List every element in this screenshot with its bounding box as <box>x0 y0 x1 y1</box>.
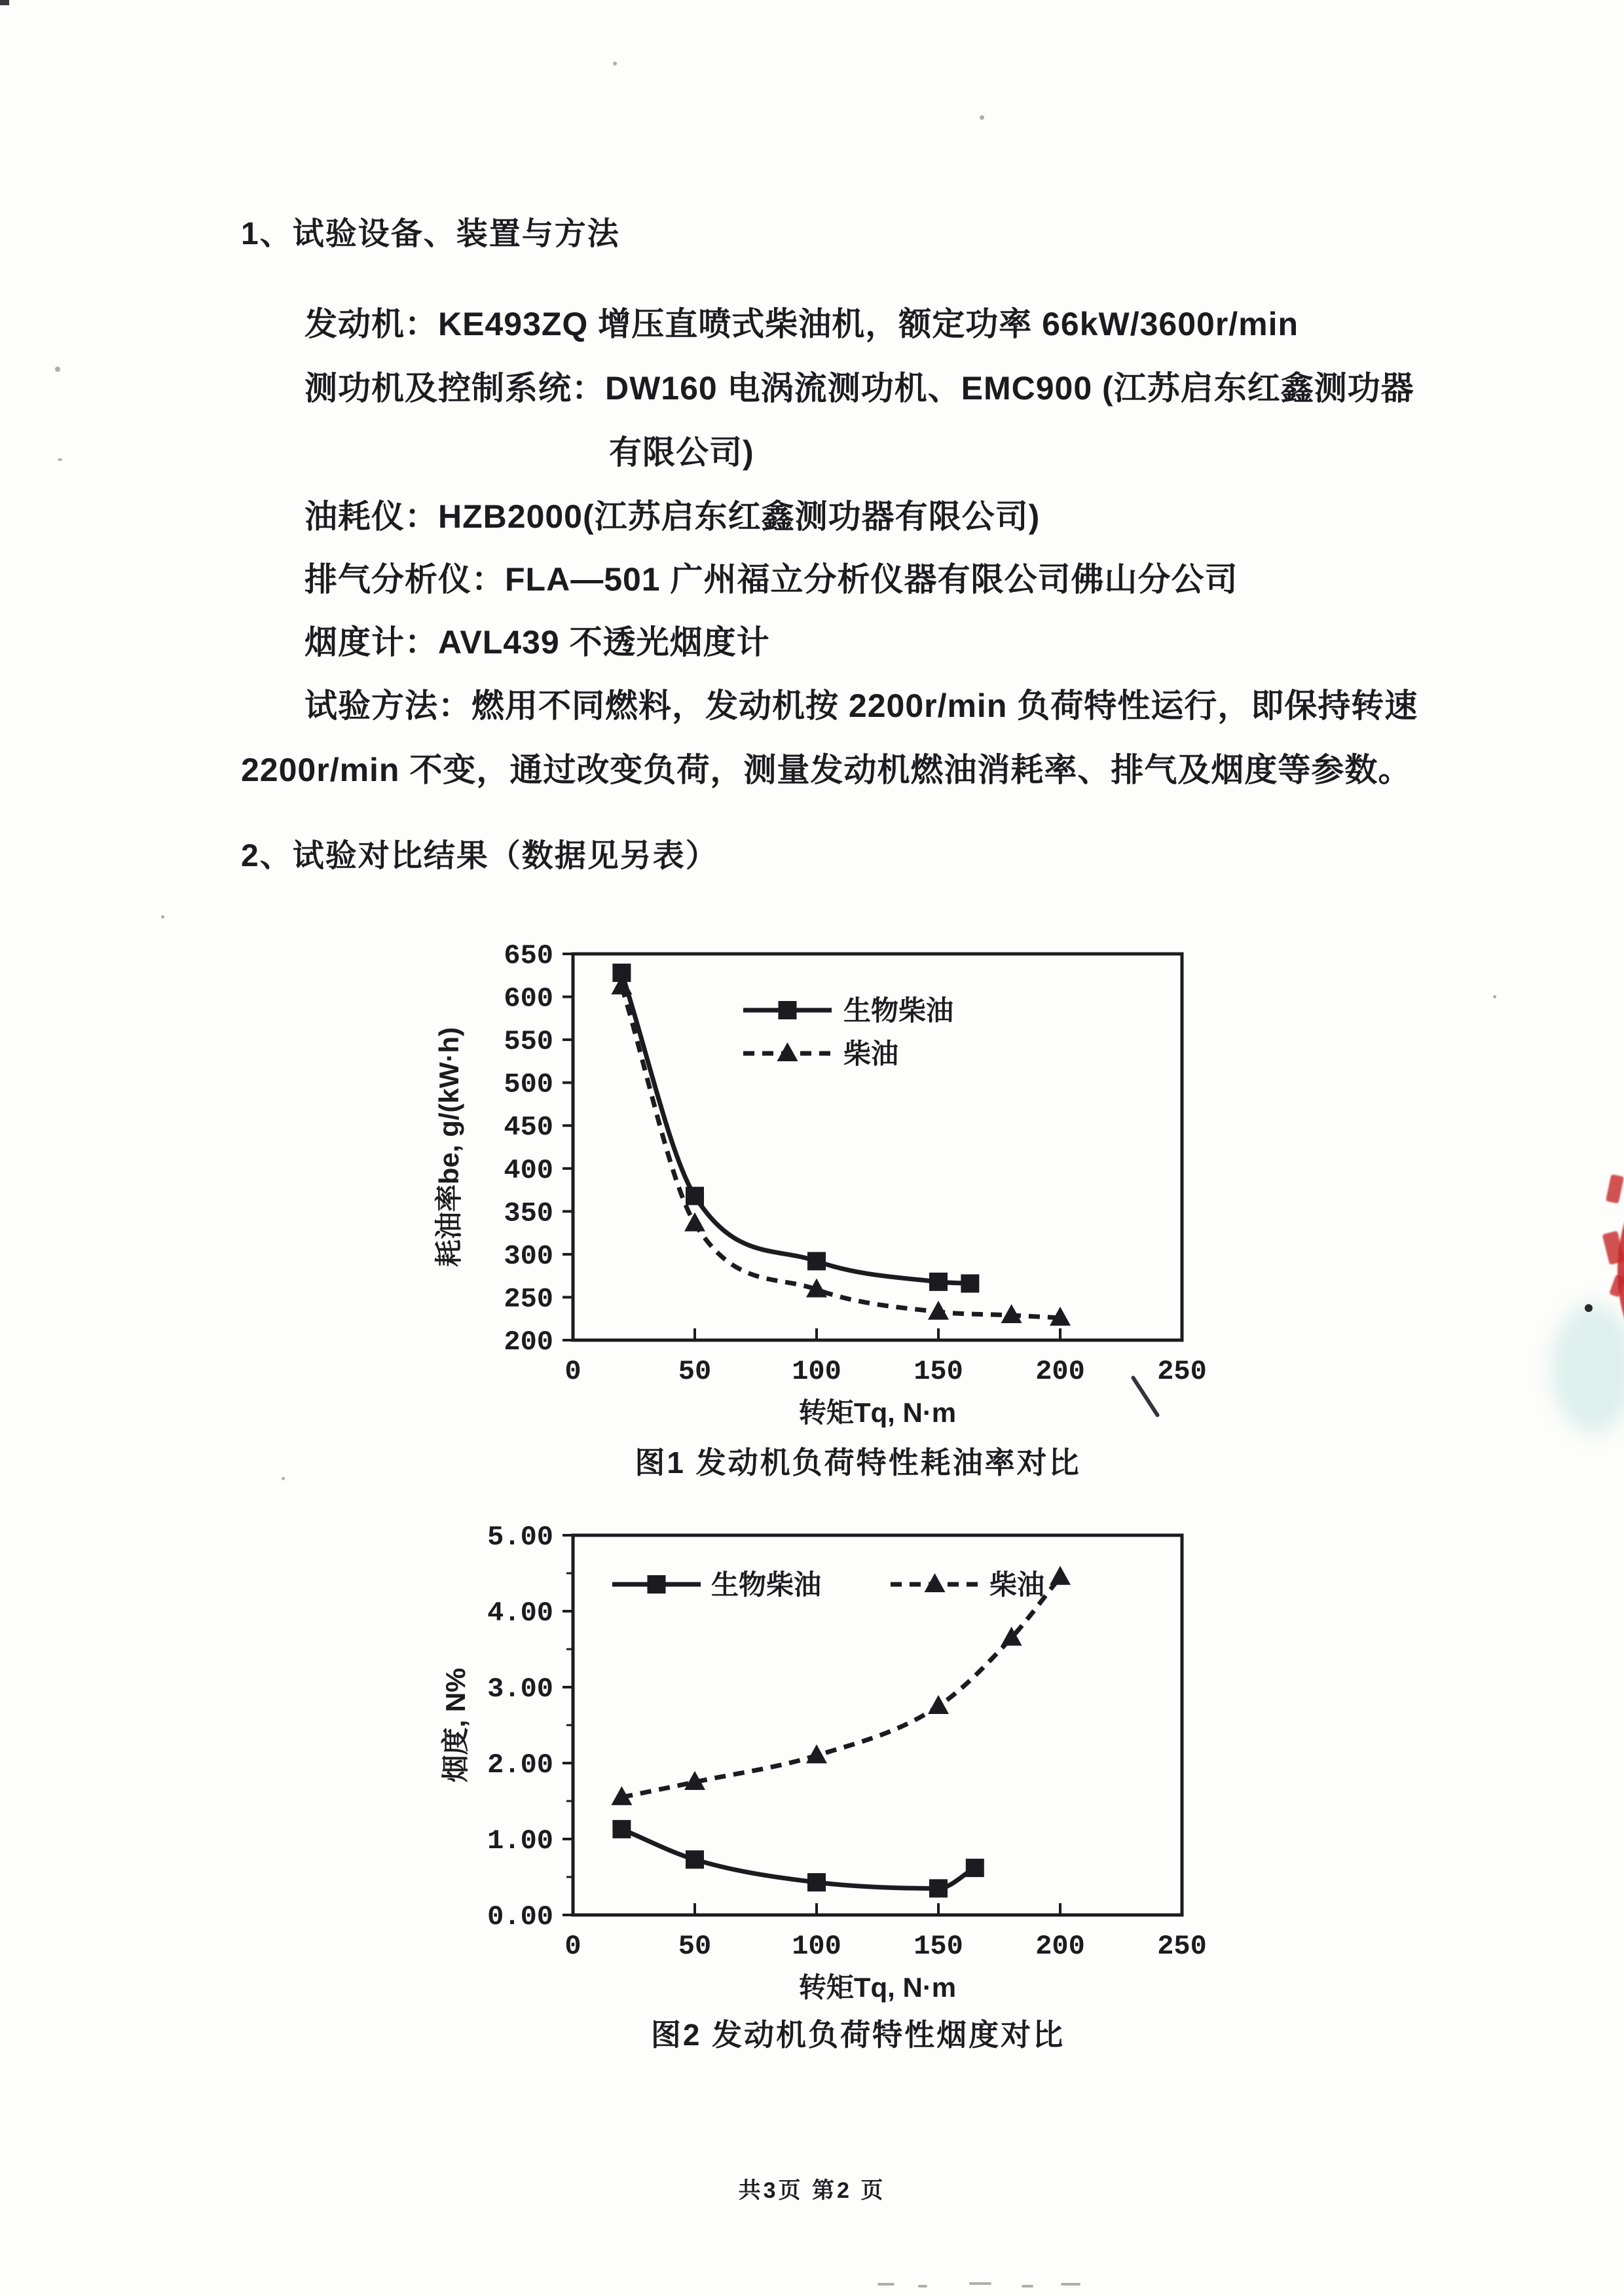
y-tick-label: 650 <box>504 940 553 972</box>
y-tick-label: 0.00 <box>487 1901 553 1933</box>
x-tick-label: 200 <box>1035 1931 1085 1962</box>
series-point-marker-triangle <box>928 1301 949 1320</box>
legend-marker-square <box>779 1001 797 1019</box>
y-tick-label: 550 <box>504 1026 553 1058</box>
x-tick-label: 100 <box>792 1931 841 1962</box>
body-line-dyno-cont: 有限公司) <box>609 434 754 471</box>
x-tick-label: 250 <box>1157 1931 1207 1962</box>
series-point-marker-square <box>961 1274 979 1292</box>
x-tick-label: 50 <box>678 1931 712 1962</box>
body-line-method-2: 2200r/min 不变，通过改变负荷，测量发动机燃油消耗率、排气及烟度等参数。 <box>241 752 1412 788</box>
series-diesel <box>611 1566 1071 1805</box>
y-tick-label: 450 <box>504 1112 553 1144</box>
legend-label: 柴油 <box>843 1038 899 1069</box>
x-tick-label: 200 <box>1035 1356 1085 1387</box>
series-point-marker-triangle <box>928 1695 949 1714</box>
y-axis-label: 耗油率be, g/(kW·h) <box>434 1027 464 1267</box>
y-tick-label: 2.00 <box>487 1749 553 1781</box>
scan-noise-dash <box>969 2282 991 2285</box>
y-tick-label: 5.00 <box>487 1522 553 1553</box>
scan-speck <box>980 115 984 120</box>
x-axis-label: 转矩Tq, N·m <box>798 1397 957 1428</box>
series-line <box>621 1829 974 1888</box>
legend <box>743 995 953 1069</box>
y-tick-label: 3.00 <box>487 1673 553 1705</box>
x-tick-label: 0 <box>564 1931 581 1962</box>
body-line-smokemeter: 烟度计：AVL439 不透光烟度计 <box>304 624 770 661</box>
y-tick-label: 400 <box>504 1154 553 1186</box>
scan-corner-artifact <box>0 0 9 5</box>
scan-speck <box>161 915 164 919</box>
y-tick-label: 4.00 <box>487 1597 553 1629</box>
x-tick-label: 150 <box>913 1356 963 1387</box>
series-point-marker-square <box>612 1820 631 1838</box>
y-tick-label: 250 <box>504 1283 553 1315</box>
page-footer: 共3页 第2 页 <box>738 2178 886 2203</box>
series-line <box>621 1577 1060 1797</box>
scan-speck <box>613 62 617 65</box>
legend <box>612 1569 1044 1600</box>
y-tick-label: 500 <box>504 1068 553 1101</box>
section1-heading: 1、试验设备、装置与方法 <box>241 217 620 251</box>
series-point-marker-square <box>807 1873 826 1891</box>
scan-noise-dash <box>1022 2285 1033 2287</box>
x-tick-label: 100 <box>792 1356 841 1387</box>
x-tick-label: 0 <box>564 1356 581 1387</box>
figure1-caption: 图1 发动机负荷特性耗油率对比 <box>635 1446 1081 1480</box>
body-line-fuelmeter: 油耗仪：HZB2000(江苏启东红鑫测功器有限公司) <box>304 498 1041 535</box>
scan-speck <box>1493 995 1496 998</box>
scan-noise-dash <box>877 2283 895 2286</box>
scan-speck <box>55 367 60 372</box>
y-tick-label: 200 <box>504 1326 553 1358</box>
body-line-method-1: 试验方法：燃用不同燃料，发动机按 2200r/min 负荷特性运行，即保持转速 <box>304 687 1418 724</box>
series-point-marker-triangle <box>1050 1566 1071 1585</box>
legend-label: 生物柴油 <box>843 995 954 1026</box>
section2-heading: 2、试验对比结果（数据见另表） <box>241 839 718 873</box>
series-point-marker-triangle <box>684 1212 705 1231</box>
x-tick-label: 150 <box>913 1931 963 1962</box>
series-point-marker-square <box>966 1859 984 1877</box>
legend-label: 柴油 <box>989 1569 1045 1600</box>
y-tick-label: 300 <box>504 1240 553 1272</box>
body-line-dyno: 测功机及控制系统：DW160 电涡流测功机、EMC900 (江苏启东红鑫测功器 <box>304 370 1414 407</box>
series-point-marker-square <box>929 1879 948 1897</box>
body-line-gas-analyzer: 排气分析仪：FLA—501 广州福立分析仪器有限公司佛山分公司 <box>304 561 1238 598</box>
ink-dot-artifact <box>1585 1304 1593 1312</box>
y-tick-label: 1.00 <box>487 1825 553 1857</box>
series-point-marker-square <box>929 1273 948 1291</box>
chart2-smoke-opacity <box>367 1506 1349 2030</box>
x-tick-label: 50 <box>678 1356 712 1387</box>
series-point-marker-square <box>686 1187 704 1205</box>
series-point-marker-triangle <box>806 1744 827 1763</box>
scan-speck <box>58 458 62 461</box>
x-tick-label: 250 <box>1157 1356 1207 1387</box>
series-point-marker-square <box>686 1850 704 1868</box>
legend-marker-triangle <box>777 1042 798 1061</box>
cyan-smudge-artifact <box>1551 1303 1624 1434</box>
series-biodiesel <box>612 1820 984 1897</box>
scan-speck <box>282 1477 285 1480</box>
legend-label: 生物柴油 <box>711 1569 822 1600</box>
y-tick-label: 350 <box>504 1197 553 1230</box>
figure2-caption: 图2 发动机负荷特性烟度对比 <box>650 2018 1065 2052</box>
body-line-engine: 发动机：KE493ZQ 增压直喷式柴油机，额定功率 66kW/3600r/min <box>304 306 1299 342</box>
series-diesel <box>611 975 1071 1326</box>
legend-marker-triangle <box>925 1573 946 1592</box>
series-point-marker-square <box>807 1252 826 1270</box>
scan-noise-dash <box>918 2285 927 2287</box>
y-axis-label: 烟度, N% <box>440 1667 471 1783</box>
scan-noise-dash <box>1061 2283 1080 2286</box>
x-axis-label: 转矩Tq, N·m <box>798 1972 957 2003</box>
chart1-fuel-consumption-rate <box>367 917 1349 1440</box>
legend-marker-square <box>648 1575 666 1594</box>
y-tick-label: 600 <box>504 983 553 1015</box>
red-seal-fragment <box>1606 1174 1624 1203</box>
